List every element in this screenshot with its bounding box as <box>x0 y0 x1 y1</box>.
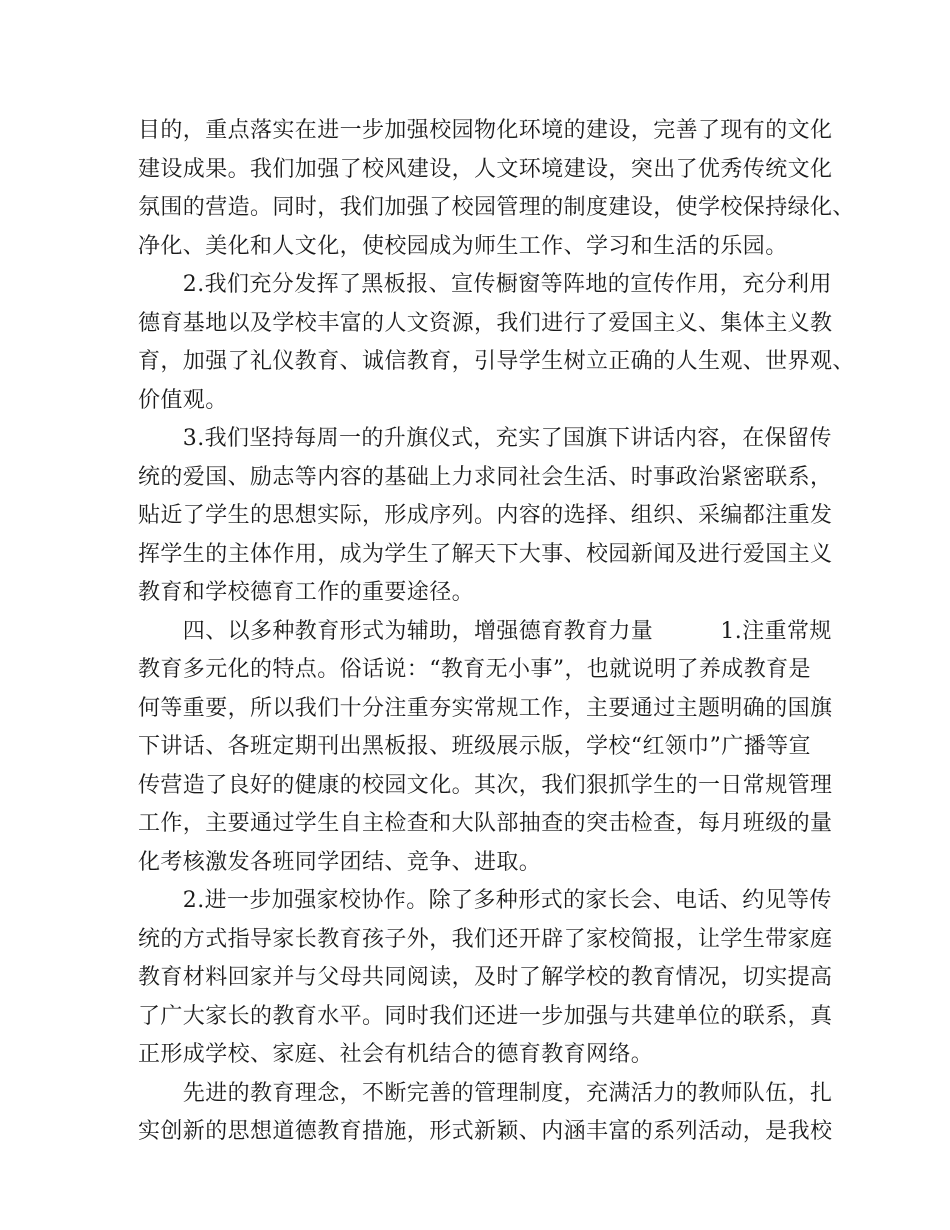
text-line: 净化、美化和人文化，使校园成为师生工作、学习和生活的乐园。 <box>138 233 788 259</box>
text-line: 四、以多种教育形式为辅助，增强德育教育力量 1.注重常规 <box>138 618 832 644</box>
text-line: 挥学生的主体作用，成为学生了解天下大事、校园新闻及进行爱国主义 <box>138 541 833 567</box>
text-line: 德育基地以及学校丰富的人文资源，我们进行了爱国主义、集体主义教 <box>138 310 833 336</box>
text-line: 2.我们充分发挥了黑板报、宣传橱窗等阵地的宣传作用，充分利用 <box>138 272 832 297</box>
text-line: 教育和学校德育工作的重要途径。 <box>138 580 475 605</box>
text-line: 实创新的思想道德教育措施，形式新颖、内涵丰富的系列活动，是我校 <box>138 1119 833 1144</box>
text-line: 2.进一步加强家校协作。除了多种形式的家长会、电话、约见等传 <box>138 888 832 913</box>
text-line: 建设成果。我们加强了校风建设，人文环境建设，突出了优秀传统文化 <box>138 156 833 182</box>
text-line: 统的方式指导家长教育孩子外，我们还开辟了家校简报，让学生带家庭 <box>138 926 833 952</box>
text-line: 下讲话、各班定期刊出黑板报、班级展示版，学校“红领巾”广播等宣 <box>138 734 811 759</box>
text-line: 化考核激发各班同学团结、竞争、进取。 <box>138 849 542 875</box>
text-line: 工作，主要通过学生自主检查和大队部抽查的突击检查，每月班级的量 <box>138 811 833 836</box>
text-line: 了广大家长的教育水平。同时我们还进一步加强与共建单位的联系，真 <box>138 1003 833 1029</box>
text-line: 3.我们坚持每周一的升旗仪式，充实了国旗下讲话内容，在保留传 <box>138 426 832 451</box>
text-line: 先进的教育理念，不断完善的管理制度，充满活力的教师队伍，扎 <box>138 1080 833 1106</box>
text-line: 教育多元化的特点。俗话说：“教育无小事”，也就说明了养成教育是 <box>138 657 811 682</box>
text-line: 贴近了学生的思想实际，形成序列。内容的选择、组织、采编都注重发 <box>138 503 833 528</box>
text-line: 正形成学校、家庭、社会有机结合的德育教育网络。 <box>138 1042 654 1067</box>
text-line: 统的爱国、励志等内容的基础上力求同社会生活、时事政治紧密联系， <box>138 464 833 490</box>
text-line: 育，加强了礼仪教育、诚信教育，引导学生树立正确的人生观、世界观、 <box>138 349 855 374</box>
text-line: 目的，重点落实在进一步加强校园物化环境的建设，完善了现有的文化 <box>138 118 833 143</box>
text-line: 传营造了良好的健康的校园文化。其次，我们狠抓学生的一日常规管理 <box>138 772 833 798</box>
text-line: 价值观。 <box>138 387 228 413</box>
text-line: 氛围的营造。同时，我们加强了校园管理的制度建设，使学校保持绿化、 <box>138 195 855 220</box>
text-line: 教育材料回家并与父母共同阅读，及时了解学校的教育情况，切实提高 <box>138 965 833 990</box>
body-text <box>138 112 855 1152</box>
text-line: 何等重要，所以我们十分注重夯实常规工作，主要通过主题明确的国旗 <box>138 695 833 721</box>
